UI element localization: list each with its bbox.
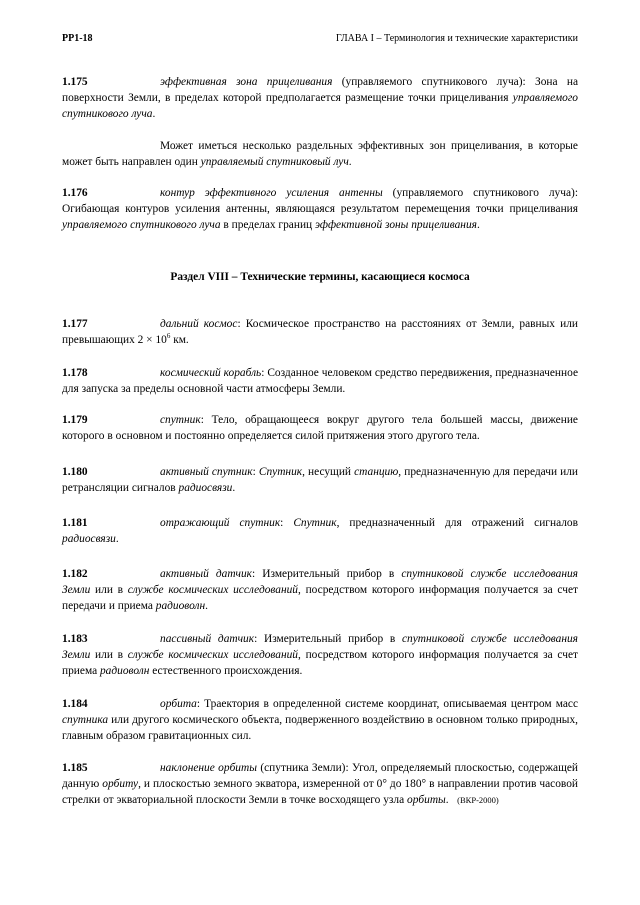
entry-number: 1.177 [62, 318, 88, 330]
entry-number: 1.178 [62, 367, 88, 379]
definition-1-181: 1.181 отражающий спутник: Спутник, предназначенный для отражений сигналов радиосвязи. [62, 517, 578, 545]
entry-number: 1.185 [62, 762, 88, 774]
page-number: PP1-18 [62, 33, 93, 44]
entry-number: 1.176 [62, 187, 88, 199]
entry-number: 1.180 [62, 466, 88, 478]
definition-1-175: 1.175 эффективная зона прицеливания (управляемого спутникового луча): Зона на поверхности Земли, в пределах которой предполагается размещение точки прицеливания управляемого спутникового луча. [62, 76, 578, 120]
entry-term: контур эффективного усиления антенны [160, 187, 383, 199]
entry-term: активный датчик [160, 568, 253, 580]
entry-term: отражающий спутник [160, 517, 281, 529]
entry-number: 1.181 [62, 517, 88, 529]
entry-term: спутник [160, 414, 201, 426]
entry-term: орбита [160, 698, 197, 710]
entry-term: пассивный датчик [160, 633, 255, 645]
entry-number: 1.182 [62, 568, 88, 580]
definition-1-183: 1.183 пассивный датчик: Измерительный прибор в спутниковой службе исследования Земли или в службе космических исследований, посредством которого информация получается за счет приема радиоволн естественного происхождения. [62, 633, 578, 677]
revision-note: (ВКР-2000) [457, 794, 499, 805]
entry-number: 1.179 [62, 414, 88, 426]
entry-term: наклонение орбиты [160, 762, 257, 774]
entry-number: 1.184 [62, 698, 88, 710]
entry-term: эффективная зона прицеливания [160, 76, 333, 88]
section-heading: Раздел VIII – Технические термины, касающиеся космоса [170, 271, 470, 283]
definition-1-180: 1.180 активный спутник: Спутник, несущий станцию, предназначенную для передачи или ретрансляции сигналов радиосвязи. [62, 466, 579, 494]
entry-number: 1.183 [62, 633, 88, 645]
definition-1-182: 1.182 активный датчик: Измерительный прибор в спутниковой службе исследования Земли или в службе космических исследований, посредством которого информация получается за счет передачи и приема радиоволн. [62, 568, 578, 612]
entry-term: дальний космос [160, 318, 238, 330]
definition-1-179: 1.179 спутник: Тело, обращающееся вокруг другого тела большей массы, движение которого в основном и постоянно определяется силой притяжения этого другого тела. [62, 414, 578, 442]
definition-1-178: 1.178 космический корабль: Созданное человеком средство передвижения, предназначенное для запуска за пределы основной части атмосферы Земли. [62, 367, 578, 395]
definition-1-185: 1.185 наклонение орбиты (спутника Земли): Угол, определяемый плоскостью, содержащей данную орбиту, и плоскостью земного экватора, измеренной от 0° до 180° в направлении против часовой стрелки от экваториальной плоскости Земли в точке восходящего узла орбиты. (ВКР-2000) [62, 762, 578, 806]
definition-1-184: 1.184 орбита: Траектория в определенной системе координат, описываемая центром масс спутника или другого космического объекта, подверженного воздействию в основном только природных, главным образом гравитационных сил. [62, 698, 578, 742]
note-1-175: Может иметься несколько раздельных эффективных зон прицеливания, в которые может быть направлен один управляемый спутниковый луч. [62, 140, 578, 168]
entry-number: 1.175 [62, 76, 88, 88]
definition-1-176: 1.176 контур эффективного усиления антенны (управляемого спутникового луча): Огибающая контуров усиления антенны, являющаяся результатом перемещения точки прицеливания управляемого спутникового луча в пределах границ эффективной зоны прицеливания. [62, 187, 578, 231]
definition-1-177: 1.177 дальний космос: Космическое пространство на расстояниях от Земли, равных или превышающих $2 \times 10^6$ км. [62, 318, 578, 346]
entry-term: космический корабль [160, 367, 262, 379]
chapter-title: ГЛАВА I – Терминология и технические характеристики [335, 33, 578, 44]
entry-term: активный спутник [160, 466, 253, 478]
